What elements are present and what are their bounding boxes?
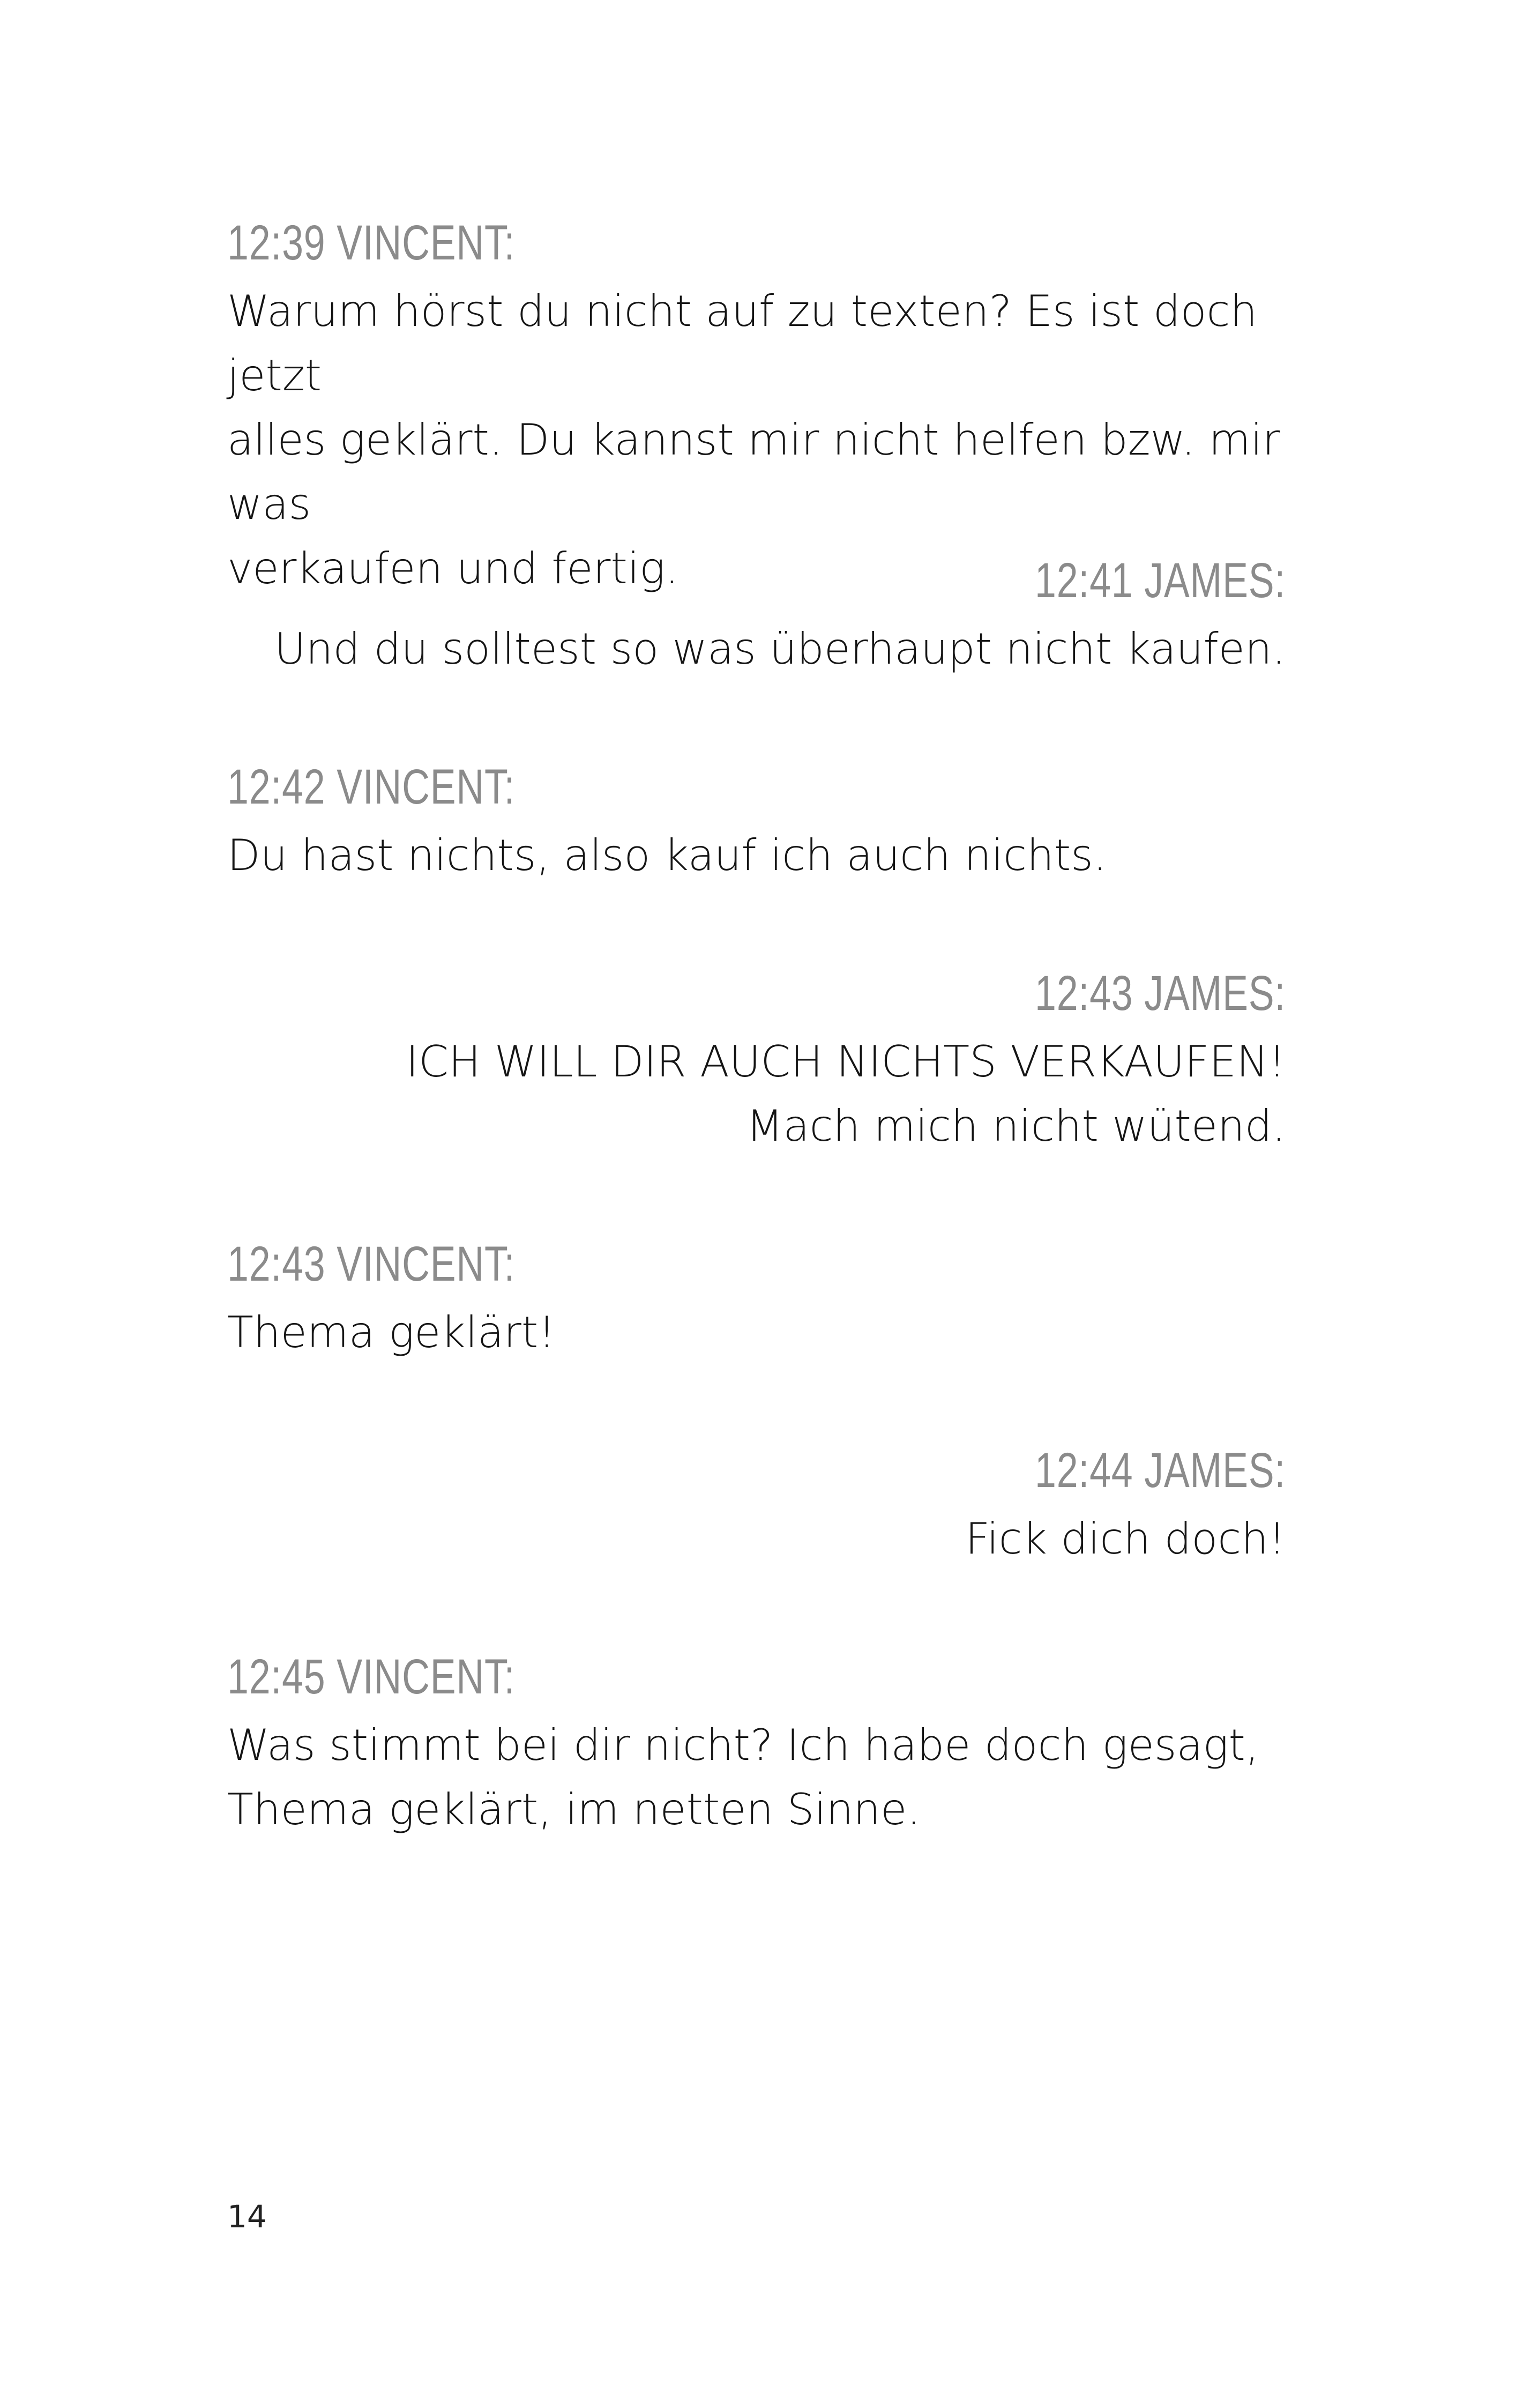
message-text: ICH WILL DIR AUCH NICHTS VERKAUFEN! Mach mich nicht wütend. [406, 1037, 1286, 1151]
message-header [1035, 1445, 1286, 1496]
message-sender: JAMES: [1144, 1443, 1286, 1498]
message-sender: JAMES: [1144, 966, 1286, 1021]
message-header [1035, 555, 1286, 606]
message-sender: VINCENT: [337, 1237, 516, 1291]
message-james-1241 [227, 555, 1286, 681]
message-james-1244 [227, 1445, 1286, 1571]
message-header [227, 1238, 515, 1290]
message-sender: VINCENT: [337, 1649, 516, 1704]
message-vincent-1242 [227, 761, 1286, 888]
message-time: 12:45 [227, 1649, 326, 1704]
message-time: 12:43 [1034, 966, 1133, 1021]
message-james-1243 [227, 968, 1286, 1158]
message-header [227, 1651, 515, 1703]
message-time: 12:39 [227, 215, 326, 270]
page-number: 14 [227, 2198, 267, 2235]
message-sender: VINCENT: [337, 215, 516, 270]
message-text: Was stimmt bei dir nicht? Ich habe doch gesagt, Thema geklärt, im netten Sinne. [227, 1720, 1259, 1834]
message-header [1035, 968, 1286, 1019]
message-time: 12:42 [227, 760, 326, 814]
message-text: Fick dich doch! [965, 1514, 1286, 1564]
message-text: Du hast nichts, also kauf ich auch nichts. [227, 830, 1107, 880]
message-text: Thema geklärt! [227, 1307, 556, 1357]
message-vincent-1239 [227, 217, 1286, 601]
message-sender: JAMES: [1144, 553, 1286, 608]
message-sender: VINCENT: [337, 760, 516, 814]
message-text: Und du solltest so was überhaupt nicht kaufen. [274, 624, 1286, 674]
message-header [227, 761, 515, 813]
message-header [227, 217, 515, 269]
message-time: 12:41 [1034, 553, 1133, 608]
message-text: Warum hörst du nicht auf zu texten? Es ist doch jetzt alles geklärt. Du kannst mir nicht helfen bzw. mir was verkaufen und fertig. [227, 286, 1280, 593]
message-time: 12:44 [1034, 1443, 1133, 1498]
message-vincent-1243 [227, 1238, 1286, 1365]
message-time: 12:43 [227, 1237, 326, 1291]
message-vincent-1245 [227, 1651, 1286, 1842]
